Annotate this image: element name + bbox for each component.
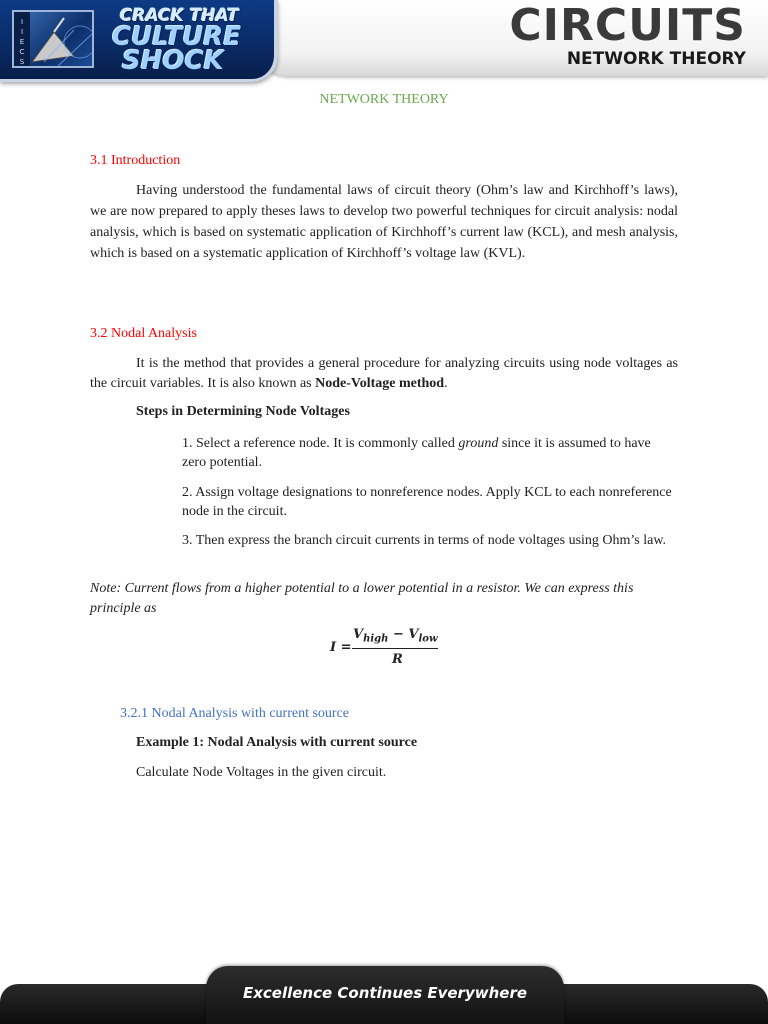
svg-text:I: I bbox=[20, 28, 24, 36]
logo-text bbox=[106, 6, 276, 76]
nodal-text: It is the method that provides a general procedure for analyzing circuits using node voltages as the circuit variables. It is also known as bbox=[90, 356, 678, 391]
example-title: Example 1: Nodal Analysis with current source bbox=[136, 735, 418, 750]
formula-numerator bbox=[353, 627, 438, 645]
brand-subtitle: NETWORK THEORY bbox=[566, 49, 746, 69]
svg-text:C: C bbox=[19, 48, 25, 56]
formula-fraction-bar bbox=[352, 648, 438, 649]
logo-text-line-3: SHOCK bbox=[122, 46, 224, 76]
brand-title: CIRCUITS bbox=[509, 0, 746, 51]
subsection-heading: 3.2.1 Nodal Analysis with current source bbox=[120, 706, 350, 721]
svg-text:E: E bbox=[19, 38, 25, 46]
formula-v-low: V bbox=[408, 627, 419, 642]
formula-v-high: V bbox=[353, 627, 364, 642]
page-header bbox=[0, 0, 768, 86]
intro-heading: 3.1 Introduction bbox=[90, 153, 181, 168]
step-3-text: 3. Then express the branch circuit currents in terms of node voltages using Ohm’s law. bbox=[182, 533, 667, 548]
step-1-text-b: since it is assumed to have zero potential. bbox=[182, 436, 651, 470]
logo-text-line-1: CRACK THAT bbox=[120, 6, 239, 26]
example-text: Calculate Node Voltages in the given circuit. bbox=[136, 765, 387, 780]
note-paragraph: Note: Current flows from a higher potential to a lower potential in a resistor. We can express this principle as bbox=[90, 581, 634, 616]
step-1-emphasis: ground bbox=[458, 436, 499, 451]
intro-paragraph: Having understood the fundamental laws of circuit theory (Ohm’s law and Kirchhoff’s laws), we are now prepared to apply theses laws to develop two powerful techniques for circuit analysis: nodal analysis, which is based on systematic application of Kirchhoff’s current law (KCL), and mesh analysis, which is based on a systematic application of Kirchhoff’s voltage law (KVL). bbox=[90, 183, 678, 261]
nodal-paragraph bbox=[90, 354, 678, 394]
brand bbox=[509, 2, 746, 69]
nodal-heading: 3.2 Nodal Analysis bbox=[90, 326, 197, 341]
footer-tagline: Excellence Continues Everywhere bbox=[242, 984, 528, 1002]
formula-denominator: R bbox=[392, 652, 403, 667]
steps-title: Steps in Determining Node Voltages bbox=[136, 404, 350, 419]
svg-text:S: S bbox=[19, 58, 25, 66]
ohms-law-formula bbox=[330, 627, 450, 671]
step-2 bbox=[136, 483, 678, 521]
step-1-text-a: 1. Select a reference node. It is commonly called bbox=[182, 436, 455, 451]
page-heading: NETWORK THEORY bbox=[319, 92, 449, 107]
formula-sub-high: high bbox=[363, 633, 389, 645]
nodal-text-end: . bbox=[444, 376, 448, 391]
formula-minus: − bbox=[388, 627, 409, 642]
globe-logo-icon bbox=[12, 10, 94, 68]
formula-sub-low: low bbox=[418, 633, 438, 645]
formula-lhs: I = bbox=[330, 640, 352, 655]
step-3 bbox=[136, 531, 678, 550]
svg-text:I: I bbox=[20, 18, 24, 26]
nodal-text-bold: Node-Voltage method bbox=[315, 376, 445, 391]
step-1 bbox=[136, 434, 678, 472]
logo-text-line-2: CULTURE bbox=[112, 22, 242, 52]
step-2-text: 2. Assign voltage designations to nonreference nodes. Apply KCL to each nonreference node in the circuit. bbox=[182, 485, 672, 519]
